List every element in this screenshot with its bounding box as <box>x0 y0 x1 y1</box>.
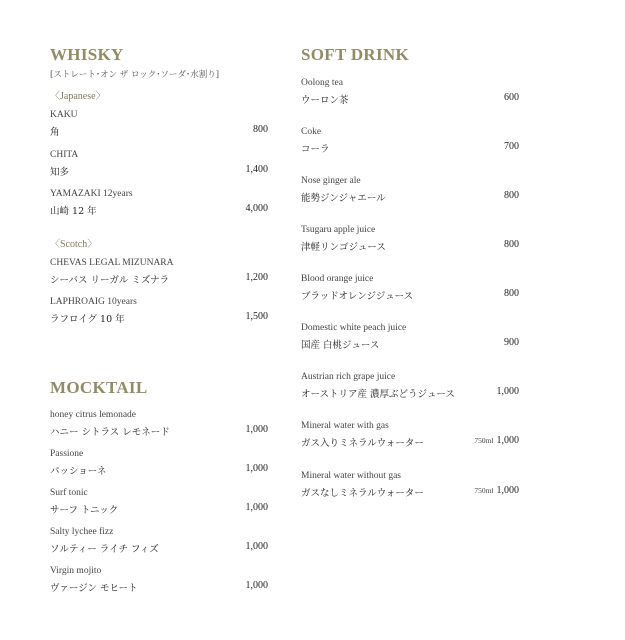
menu-item-coke <box>301 127 519 159</box>
item-name-en: KAKU <box>50 110 78 120</box>
mocktail-title: MOCKTAIL <box>50 378 148 397</box>
item-name-en: Salty lychee fizz <box>50 527 114 537</box>
menu-item-ginger-ale <box>301 176 519 208</box>
item-name-en: Blood orange juice <box>301 274 374 284</box>
menu-item-lemonade <box>50 410 268 442</box>
menu-item-chevas <box>50 258 268 290</box>
item-name-en: Mineral water without gas <box>301 471 401 481</box>
item-price: 1,500 <box>245 311 268 322</box>
menu-item-lychee-fizz <box>50 527 268 559</box>
item-price: 800 <box>253 124 268 135</box>
item-volume: 750ml <box>474 436 494 445</box>
item-price-value: 800 <box>504 239 519 250</box>
menu-item-oolong <box>301 78 519 110</box>
item-price <box>504 92 519 103</box>
item-name-en: CHEVAS LEGAL MIZUNARA <box>50 258 174 268</box>
item-name-ja: ラフロイグ 10 年 <box>50 314 125 325</box>
item-price <box>504 288 519 299</box>
item-name-en: CHITA <box>50 150 79 160</box>
item-name-ja: 山崎 12 年 <box>50 206 97 217</box>
item-price: 1,000 <box>245 424 268 435</box>
item-name-ja: オーストリア産 濃厚ぶどうジュース <box>301 389 455 400</box>
item-name-en: YAMAZAKI 12years <box>50 189 133 199</box>
item-price-value: 900 <box>504 337 519 348</box>
item-name-ja: パッショーネ <box>50 466 107 477</box>
item-name-en: Passione <box>50 449 84 459</box>
item-price-value: 1,000 <box>496 435 519 446</box>
menu-item-passione <box>50 449 268 481</box>
item-price: 1,000 <box>245 580 268 591</box>
item-volume: 750ml <box>474 486 494 495</box>
item-name-ja: コーラ <box>301 144 330 155</box>
item-price-value: 800 <box>504 288 519 299</box>
item-name-ja: ウーロン茶 <box>301 95 349 106</box>
item-name-ja: 知多 <box>50 167 70 178</box>
item-name-en: Oolong tea <box>301 78 343 88</box>
item-price: 1,000 <box>245 463 268 474</box>
menu-item-water-gas <box>301 421 519 453</box>
item-name-ja: ソルティー ライチ フィズ <box>50 544 159 555</box>
item-name-ja: ヴァージン モヒート <box>50 583 138 594</box>
item-name-en: Domestic white peach juice <box>301 323 407 333</box>
item-name-ja: サーフ トニック <box>50 505 119 516</box>
item-name-ja: ガスなしミネラルウォーター <box>301 488 424 499</box>
item-name-ja: 角 <box>50 127 60 138</box>
menu-item-laphroaig <box>50 297 268 329</box>
menu-item-surf-tonic <box>50 488 268 520</box>
item-price <box>504 141 519 152</box>
menu-item-apple-juice <box>301 225 519 257</box>
item-price-value: 600 <box>504 92 519 103</box>
whisky-title: WHISKY <box>50 45 124 64</box>
item-name-ja: ブラッドオレンジジュース <box>301 291 414 302</box>
item-price-value: 700 <box>504 141 519 152</box>
item-price <box>504 337 519 348</box>
item-price: 1,400 <box>245 164 268 175</box>
item-price <box>504 190 519 201</box>
item-name-ja: シーバス リーガル ミズナラ <box>50 275 170 286</box>
menu-item-white-peach <box>301 323 519 355</box>
whisky-subtitle: [ストレート･オン ザ ロック･ソーダ･水割り] <box>50 70 220 80</box>
item-name-en: LAPHROAIG 10years <box>50 297 137 307</box>
item-price: 1,000 <box>245 541 268 552</box>
item-name-en: Surf tonic <box>50 488 88 498</box>
item-price-value: 1,000 <box>496 485 519 496</box>
item-price <box>504 239 519 250</box>
menu-item-chita <box>50 150 268 182</box>
item-name-ja: 能勢ジンジャエール <box>301 193 386 204</box>
item-name-en: Tsugaru apple juice <box>301 225 376 235</box>
menu-item-blood-orange <box>301 274 519 306</box>
item-price-value: 1,000 <box>496 386 519 397</box>
item-price <box>474 435 519 446</box>
menu-item-water-no-gas <box>301 471 519 503</box>
item-name-en: Coke <box>301 127 322 137</box>
item-name-en: Mineral water with gas <box>301 421 389 431</box>
item-name-en: Virgin mojito <box>50 566 102 576</box>
menu-item-virgin-mojito <box>50 566 268 598</box>
scotch-label: 〈Scotch〉 <box>50 239 98 250</box>
item-name-ja: ハニー シトラス レモネード <box>50 427 170 438</box>
item-name-ja: 津軽リンゴジュース <box>301 242 386 253</box>
item-name-en: Nose ginger ale <box>301 176 361 186</box>
menu-item-kaku <box>50 110 268 142</box>
item-name-ja: 国産 白桃ジュース <box>301 340 380 351</box>
item-price <box>497 386 520 397</box>
item-price: 1,000 <box>245 502 268 513</box>
menu-item-yamazaki <box>50 189 268 221</box>
item-name-en: Austrian rich grape juice <box>301 372 396 382</box>
soft-drink-title: SOFT DRINK <box>301 45 410 64</box>
item-name-en: honey citrus lemonade <box>50 410 137 420</box>
item-price: 1,200 <box>245 272 268 283</box>
item-name-ja: ガス入りミネラルウォーター <box>301 438 424 449</box>
item-price: 4,000 <box>245 203 268 214</box>
item-price-value: 800 <box>504 190 519 201</box>
menu-item-grape-juice <box>301 372 519 404</box>
item-price <box>474 485 519 496</box>
japanese-label: 〈Japanese〉 <box>50 91 106 102</box>
